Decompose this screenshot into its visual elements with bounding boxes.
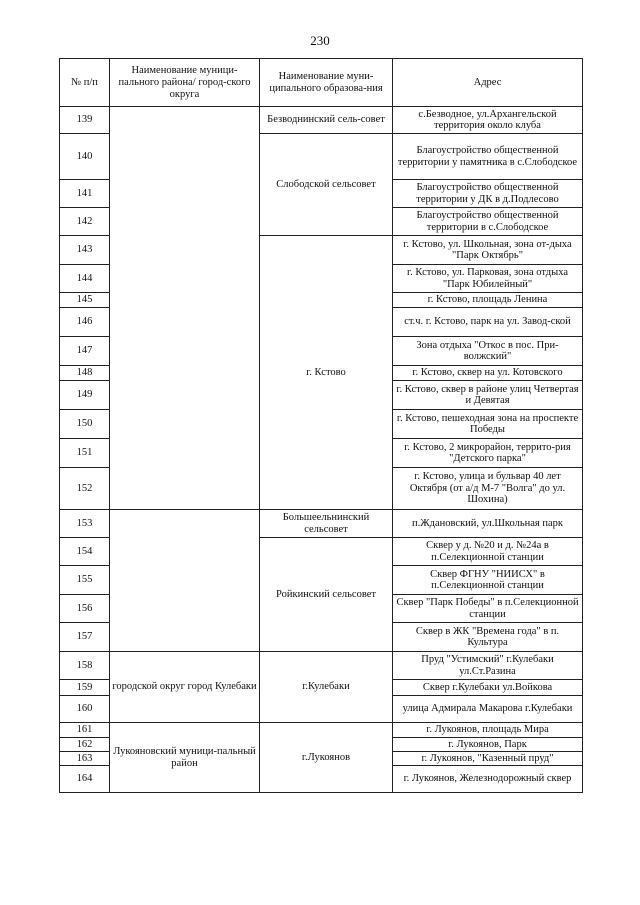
municipality-cell: Безводнинский сель-совет [260,107,393,134]
address-cell: с.Безводное, ул.Архангельской территория около клуба [393,107,583,134]
row-number: 164 [60,766,110,793]
municipality-cell: Большеельнинский сельсовет [260,510,393,538]
header-row [60,59,583,107]
row-number: 153 [60,510,110,538]
header-district: Наименование муници-пального района/ город-ского округа [110,59,260,107]
row-number: 142 [60,208,110,236]
address-cell: г. Кстово, ул. Парковая, зона отдыха "Парк Юбилейный" [393,265,583,293]
row-number: 158 [60,652,110,680]
address-cell: г. Лукоянов, площадь Мира [393,723,583,738]
municipality-cell: г.Лукоянов [260,723,393,793]
municipality-cell: Ройкинский сельсовет [260,538,393,652]
municipality-cell: г.Кулебаки [260,652,393,723]
row-number: 146 [60,308,110,337]
address-cell: г. Кстово, 2 микрорайон, террито-рия "Детского парка" [393,439,583,468]
row-number: 145 [60,293,110,308]
address-cell: Пруд "Устимский" г.Кулебаки ул.Ст.Разина [393,652,583,680]
row-number: 149 [60,381,110,410]
address-cell: Зона отдыха "Откос в пос. При-волжский" [393,337,583,366]
sites-table [59,58,583,793]
address-cell: г. Кстово, пешеходная зона на проспекте Победы [393,410,583,439]
row-number: 159 [60,680,110,696]
row-number: 144 [60,265,110,293]
row-number: 157 [60,623,110,652]
municipality-cell: г. Кстово [260,236,393,510]
address-cell: Сквер у д. №20 и д. №24а в п.Селекционной станции [393,538,583,566]
row-number: 156 [60,595,110,623]
page-number: 230 [310,33,330,48]
address-cell: г. Лукоянов, Железнодорожный сквер [393,766,583,793]
address-cell: г. Кстово, сквер на ул. Котовского [393,366,583,381]
table-row [60,510,583,538]
municipality-cell: Слободской сельсовет [260,134,393,236]
row-number: 148 [60,366,110,381]
row-number: 150 [60,410,110,439]
row-number: 151 [60,439,110,468]
address-cell: г. Лукоянов, "Казенный пруд" [393,752,583,766]
row-number: 147 [60,337,110,366]
row-number: 152 [60,468,110,510]
address-cell: г. Кстово, сквер в районе улиц Четвертая и Девятая [393,381,583,410]
address-cell: Благоустройство общественной территории у ДК в д.Подлесово [393,180,583,208]
address-cell: Сквер в ЖК "Времена года" в п. Культура [393,623,583,652]
row-number: 161 [60,723,110,738]
row-number: 141 [60,180,110,208]
header-address: Адрес [393,59,583,107]
table-row [60,652,583,680]
address-cell: Благоустройство общественной территории в с.Слободское [393,208,583,236]
row-number: 154 [60,538,110,566]
address-cell: Сквер ФГНУ "НИИСХ" в п.Селекционной станции [393,566,583,595]
row-number: 155 [60,566,110,595]
table-row [60,107,583,134]
district-cell: городской округ город Кулебаки [110,652,260,723]
address-cell: Сквер г.Кулебаки ул.Войкова [393,680,583,696]
address-cell: г. Кстово, улица и бульвар 40 лет Октября (от а/д М-7 "Волга" до ул. Шохина) [393,468,583,510]
address-cell: п.Ждановский, ул.Школьная парк [393,510,583,538]
address-cell: г. Лукоянов, Парк [393,738,583,752]
district-cell: Лукояновский муници-пальный район [110,723,260,793]
row-number: 162 [60,738,110,752]
address-cell: Благоустройство общественной территории у памятника в с.Слободское [393,134,583,180]
address-cell: Сквер "Парк Победы" в п.Селекционной станции [393,595,583,623]
header-num: № п/п [60,59,110,107]
table-row [60,723,583,738]
row-number: 160 [60,696,110,723]
address-cell: ст.ч. г. Кстово, парк на ул. Завод-ской [393,308,583,337]
row-number: 140 [60,134,110,180]
district-cell-empty [110,510,260,652]
address-cell: г. Кстово, ул. Школьная, зона от-дыха "Парк Октябрь" [393,236,583,265]
row-number: 139 [60,107,110,134]
district-cell-empty [110,107,260,510]
header-municipality: Наименование муни-ципального образова-ния [260,59,393,107]
address-cell: г. Кстово, площадь Ленина [393,293,583,308]
row-number: 163 [60,752,110,766]
address-cell: улица Адмирала Макарова г.Кулебаки [393,696,583,723]
row-number: 143 [60,236,110,265]
